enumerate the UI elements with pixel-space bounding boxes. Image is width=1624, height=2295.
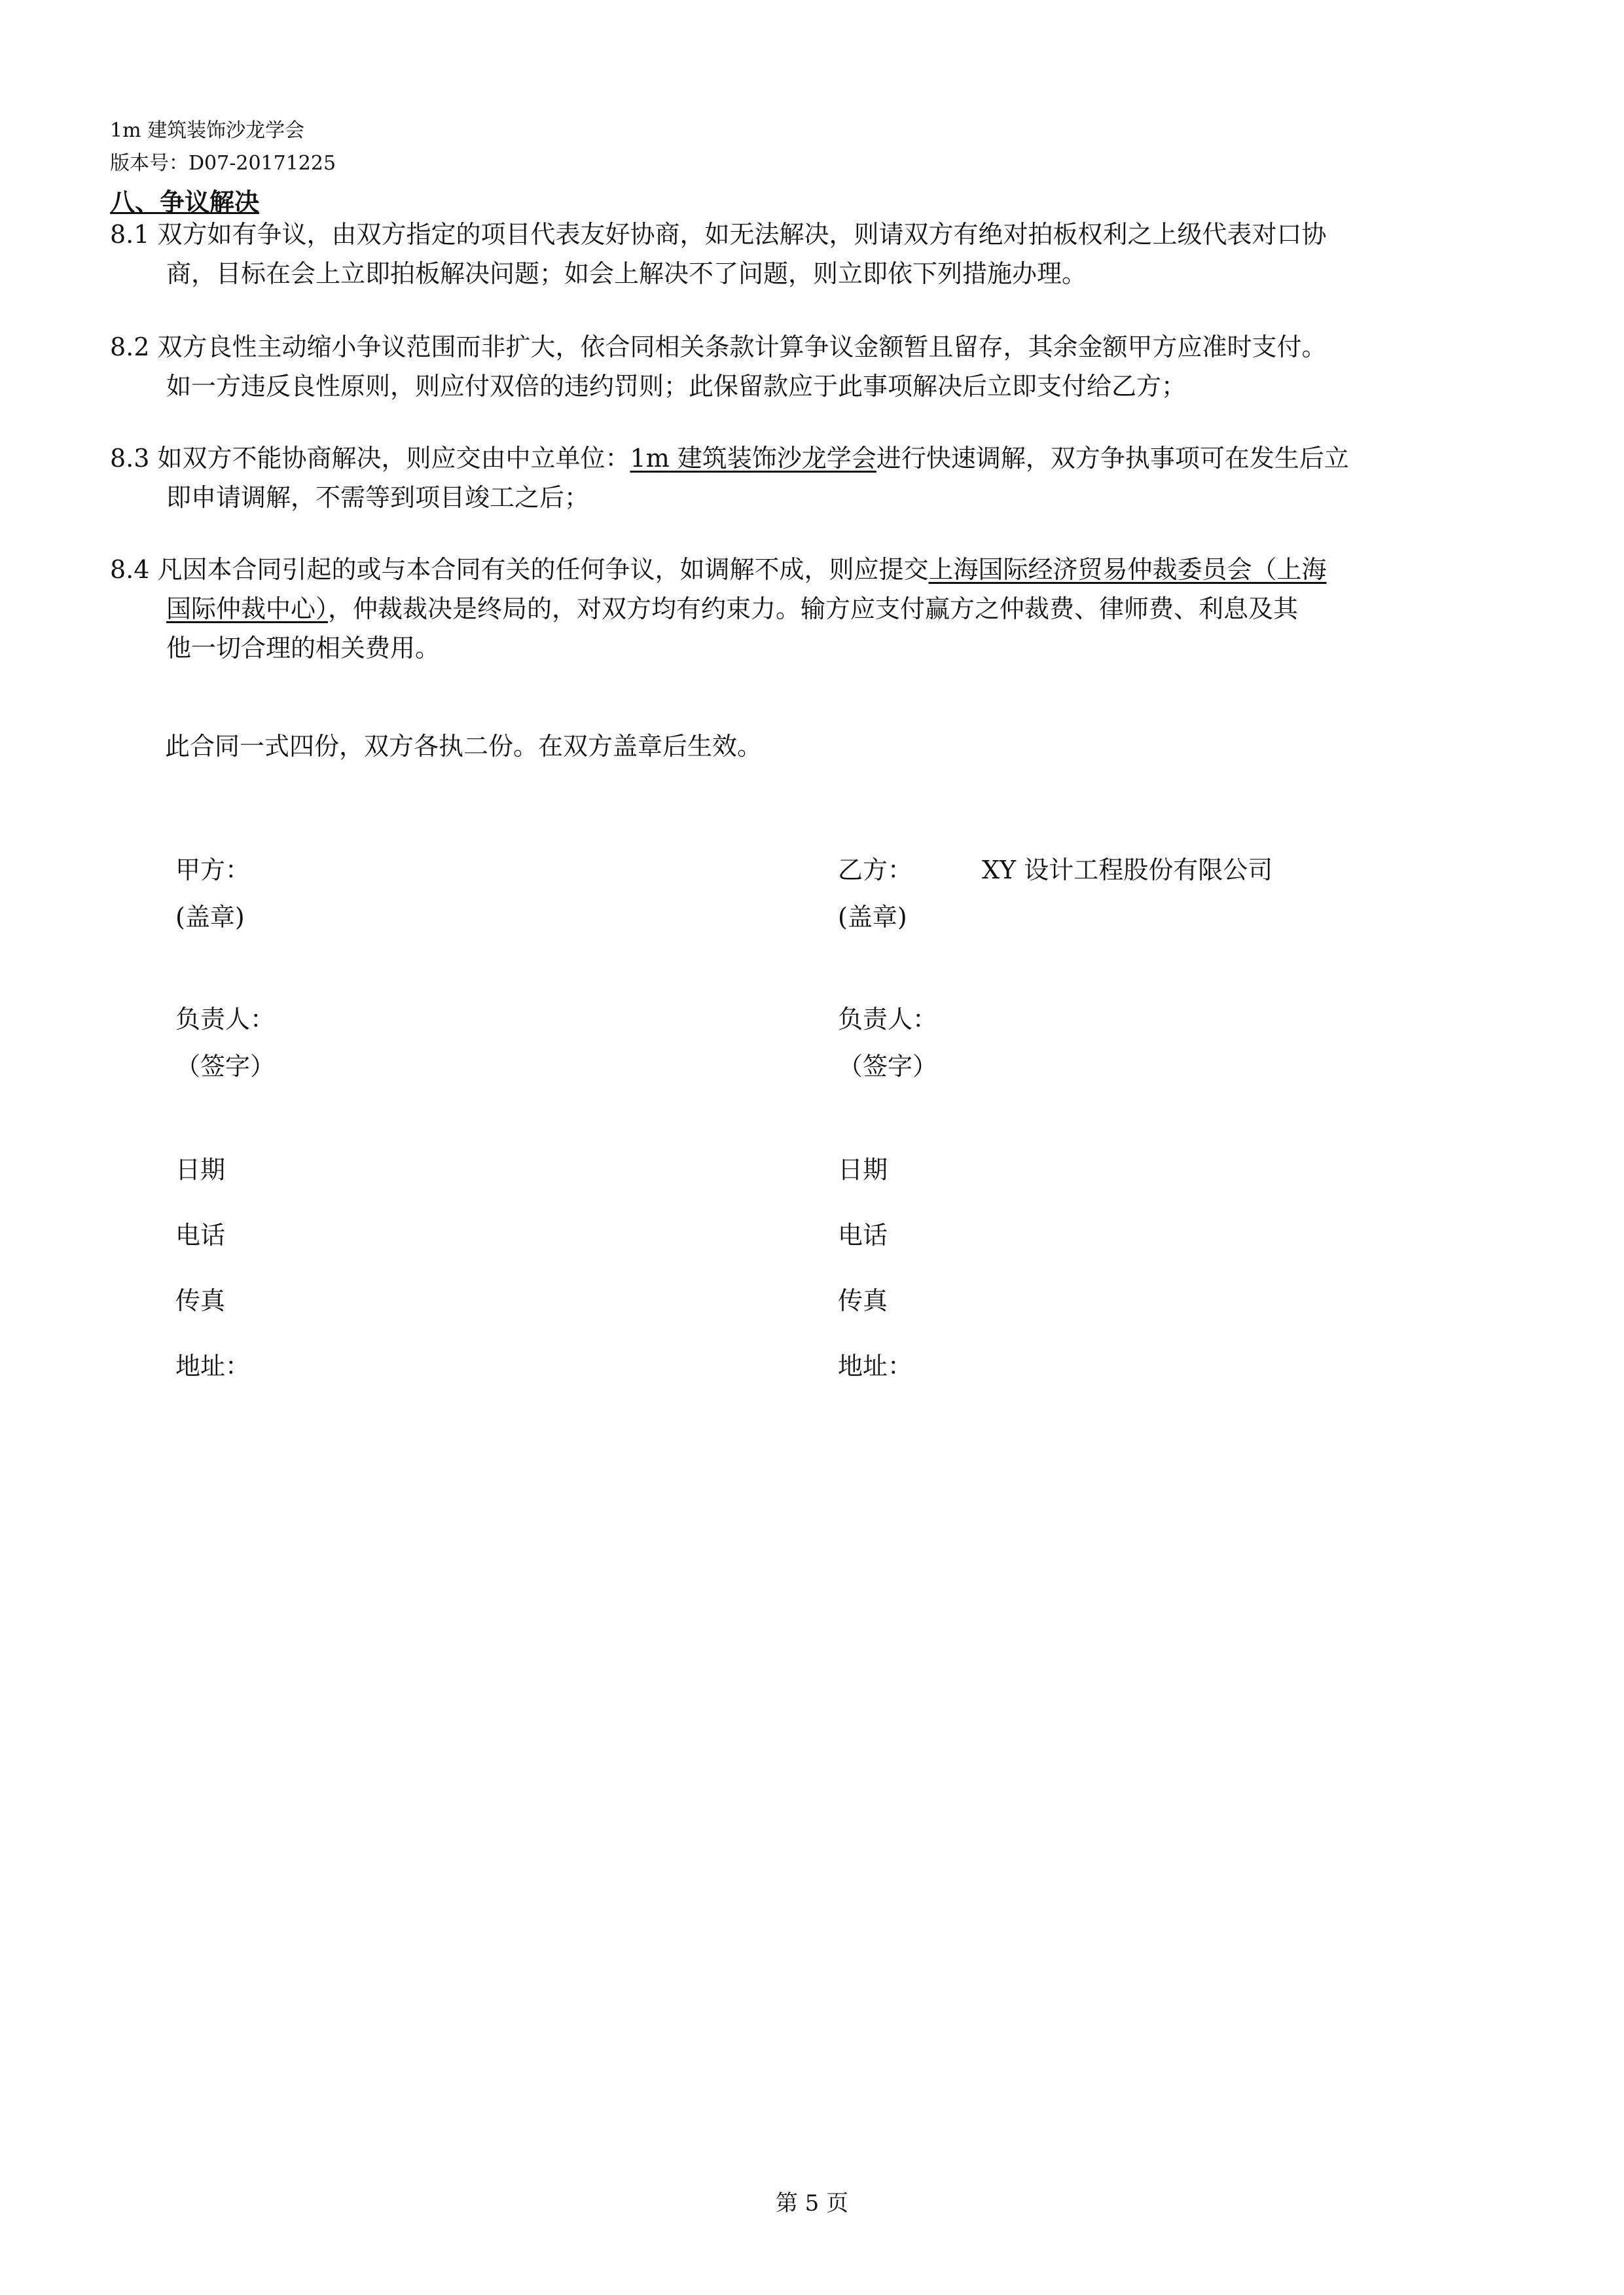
clause-8-1-line2: 商，目标在会上立即拍板解决问题；如会上解决不了问题，则立即依下列措施办理。 bbox=[166, 259, 1087, 288]
closing-statement: 此合同一式四份，双方各执二份。在双方盖章后生效。 bbox=[165, 732, 763, 761]
party-b-date: 日期 bbox=[838, 1155, 888, 1184]
party-a-address: 地址： bbox=[175, 1352, 251, 1381]
header-org: 1m 建筑装饰沙龙学会 bbox=[110, 119, 305, 142]
party-b-address: 地址： bbox=[838, 1352, 913, 1381]
mediator-name: 1m 建筑装饰沙龙学会 bbox=[630, 444, 876, 473]
clause-8-4-line1 bbox=[110, 550, 1524, 589]
party-a-label: 甲方： bbox=[175, 856, 251, 884]
clause-8-1 bbox=[110, 215, 1524, 293]
party-a-fax: 传真 bbox=[175, 1286, 226, 1315]
header-version: 版本号：D07-20171225 bbox=[110, 152, 336, 175]
party-b-label: 乙方： bbox=[838, 856, 913, 884]
party-b-sign: （签字） bbox=[838, 1052, 938, 1081]
clause-8-1-line1: 8.1 双方如有争议，由双方指定的项目代表友好协商，如无法解决，则请双方有绝对拍板权利之上级代表对口协 bbox=[110, 220, 1327, 249]
clause-8-2-line2: 如一方违反良性原则，则应付双倍的违约罚则；此保留款应于此事项解决后立即支付给乙方； bbox=[166, 372, 1187, 401]
clause-8-3-line2: 即申请调解，不需等到项目竣工之后； bbox=[166, 483, 590, 512]
party-b-person: 负责人： bbox=[838, 1005, 938, 1034]
party-b-phone: 电话 bbox=[838, 1221, 888, 1250]
party-a-sign: （签字） bbox=[175, 1052, 276, 1081]
clause-8-3-post: 进行快速调解，双方争执事项可在发生后立 bbox=[876, 444, 1349, 473]
arbitration-body-part1: 上海国际经济贸易仲裁委员会（上海 bbox=[928, 555, 1327, 584]
page-number: 第 5 页 bbox=[775, 2190, 849, 2216]
party-b-seal: (盖章) bbox=[838, 903, 907, 931]
clause-8-4-pre: 8.4 凡因本合同引起的或与本合同有关的任何争议，如调解不成，则应提交 bbox=[110, 555, 929, 584]
section-title: 八、争议解决 bbox=[110, 187, 260, 217]
party-b-fax: 传真 bbox=[838, 1286, 888, 1315]
party-a-phone: 电话 bbox=[175, 1221, 226, 1250]
clause-8-3-line1 bbox=[110, 439, 1524, 478]
party-a-seal: (盖章) bbox=[175, 903, 245, 931]
clause-8-4 bbox=[110, 550, 1524, 668]
clause-8-4-line2 bbox=[110, 589, 1524, 628]
clause-8-3 bbox=[110, 439, 1524, 517]
party-b-name: XY 设计工程股份有限公司 bbox=[982, 856, 1273, 884]
clause-8-3-pre: 8.3 如双方不能协商解决，则应交由中立单位： bbox=[110, 444, 630, 473]
clause-8-2 bbox=[110, 327, 1524, 406]
party-a-date: 日期 bbox=[175, 1155, 226, 1184]
clause-8-4-post: ，仲裁裁决是终局的，对双方均有约束力。输方应支付赢方之仲裁费、律师费、利息及其 bbox=[328, 594, 1299, 623]
party-a-person: 负责人： bbox=[175, 1005, 276, 1034]
clause-8-4-line3: 他一切合理的相关费用。 bbox=[166, 634, 441, 662]
clause-8-2-line1: 8.2 双方良性主动缩小争议范围而非扩大，依合同相关条款计算争议金额暂且留存，其余金额甲方应准时支付。 bbox=[110, 333, 1327, 361]
arbitration-body-part2: 国际仲裁中心） bbox=[166, 594, 329, 623]
